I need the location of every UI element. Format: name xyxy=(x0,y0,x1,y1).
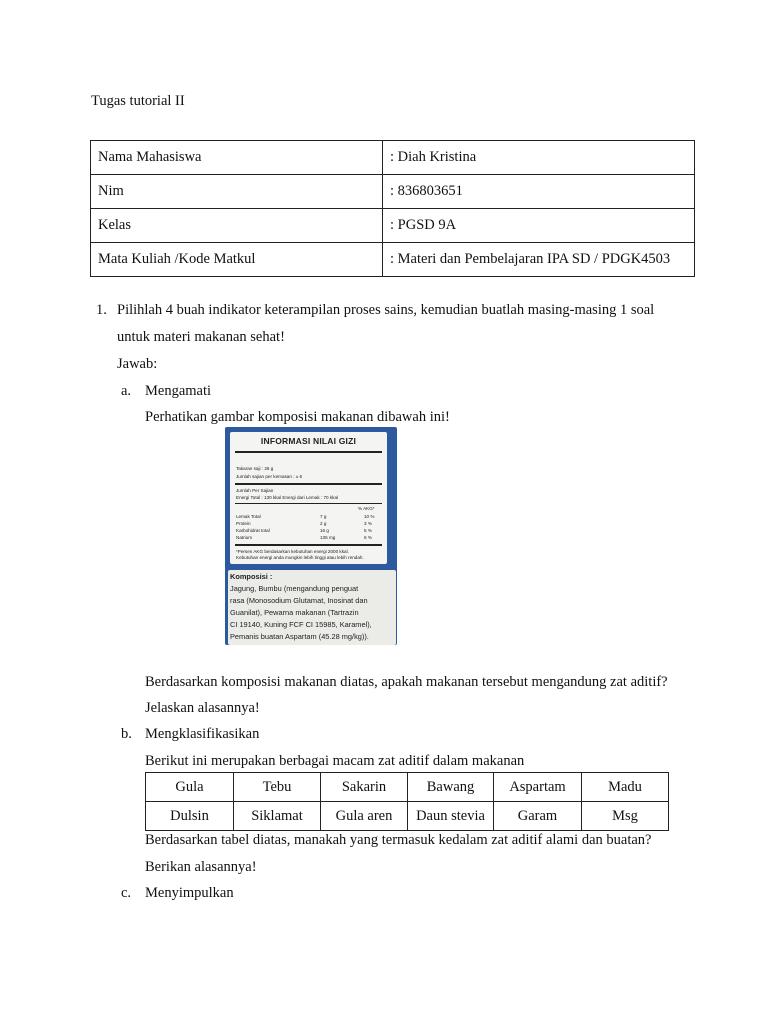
item-question-b-line1: Berdasarkan tabel diatas, manakah yang termasuk kedalam zat aditif alami dan buatan? xyxy=(145,832,652,848)
table-cell: Sakarin xyxy=(321,773,408,802)
divider xyxy=(235,544,382,546)
nutrient-pct: 5 % xyxy=(364,528,372,533)
table-row xyxy=(146,802,669,831)
table-cell: Gula xyxy=(146,773,234,802)
nutrition-label-photo xyxy=(225,427,397,645)
info-value: : 836803651 xyxy=(383,175,695,209)
item-question-a-line2: Jelaskan alasannya! xyxy=(145,700,260,716)
table-row xyxy=(91,175,695,209)
table-cell: Madu xyxy=(582,773,669,802)
akg-header: % AKG* xyxy=(358,506,375,511)
composition-line: rasa (Monosodium Glutamat, Inosinat dan xyxy=(230,596,368,605)
composition-line: Guanilat), Pewarna makanan (Tartrazin xyxy=(230,608,359,617)
info-value: : Diah Kristina xyxy=(383,141,695,175)
serving-size: Takaran saji : 26 g xyxy=(236,466,274,471)
composition-line: Pemanis buatan Aspartam (45.28 mg/kg)). xyxy=(230,632,369,641)
item-heading-c: Menyimpulkan xyxy=(145,885,234,901)
table-cell: Dulsin xyxy=(146,802,234,831)
nutrient-pct: 3 % xyxy=(364,521,372,526)
composition-panel xyxy=(228,570,396,645)
footnote: Kebutuhan energi anda mungkin lebih tinggi atau lebih rendah. xyxy=(236,555,364,560)
item-marker-c: c. xyxy=(121,885,132,901)
question-text-line2: untuk materi makanan sehat! xyxy=(117,329,285,345)
question-number: 1. xyxy=(96,302,107,318)
nutrient-name: Natrium xyxy=(236,535,253,540)
nutrient-amount: 135 mg xyxy=(320,535,336,540)
info-label: Mata Kuliah /Kode Matkul xyxy=(91,243,383,277)
info-label: Nim xyxy=(91,175,383,209)
table-cell: Aspartam xyxy=(494,773,582,802)
table-cell: Daun stevia xyxy=(408,802,494,831)
item-question-a-line1: Berdasarkan komposisi makanan diatas, apakah makanan tersebut mengandung zat aditif? xyxy=(145,674,668,690)
servings-per-pack: Jumlah sajian per kemasan : ± 6 xyxy=(236,474,303,479)
additive-table xyxy=(145,772,669,831)
nutrient-pct: 6 % xyxy=(364,535,372,540)
footnote: *Persen AKG berdasarkan kebutuhan energi 2000 kkal. xyxy=(236,549,349,554)
item-heading-a: Mengamati xyxy=(145,383,212,399)
info-label: Nama Mahasiswa xyxy=(91,141,383,175)
item-marker-a: a. xyxy=(121,383,132,399)
composition-line: CI 19140, Kuning FCF CI 15985, Karamel), xyxy=(230,620,372,629)
nutrient-name: Karbohidrat total xyxy=(236,528,270,533)
item-intro-b: Berikut ini merupakan berbagai macam zat aditif dalam makanan xyxy=(145,753,525,769)
nutrition-facts-panel xyxy=(230,432,387,564)
info-value: : Materi dan Pembelajaran IPA SD / PDGK4503 xyxy=(383,243,695,277)
nutrient-amount: 16 g xyxy=(320,528,329,533)
table-cell: Msg xyxy=(582,802,669,831)
table-row xyxy=(146,773,669,802)
nutrition-title: INFORMASI NILAI GIZI xyxy=(260,436,357,446)
table-cell: Gula aren xyxy=(321,802,408,831)
table-cell: Bawang xyxy=(408,773,494,802)
per-serving-label: Jumlah Per Sajian xyxy=(236,488,274,493)
table-cell: Tebu xyxy=(234,773,321,802)
divider xyxy=(235,483,382,485)
info-value: : PGSD 9A xyxy=(383,209,695,243)
composition-line: Jagung, Bumbu (mengandung penguat xyxy=(230,584,359,593)
nutrient-name: Lemak Total xyxy=(236,514,261,519)
question-text-line1: Pilihlah 4 buah indikator keterampilan proses sains, kemudian buatlah masing-masing 1 soal xyxy=(117,302,655,318)
table-cell: Garam xyxy=(494,802,582,831)
table-cell: Siklamat xyxy=(234,802,321,831)
composition-heading: Komposisi : xyxy=(230,572,273,581)
table-row xyxy=(91,141,695,175)
item-question-b-line2: Berikan alasannya! xyxy=(145,859,257,875)
energy-line: Energi Total : 130 kkal Energi dari Lemak : 70 kkal xyxy=(236,495,339,500)
nutrient-amount: 7 g xyxy=(320,514,327,519)
item-instruction-a: Perhatikan gambar komposisi makanan dibawah ini! xyxy=(145,409,450,425)
answer-label: Jawab: xyxy=(117,356,158,372)
item-marker-b: b. xyxy=(121,726,132,742)
document-title: Tugas tutorial II xyxy=(91,93,185,109)
divider xyxy=(235,451,382,453)
divider xyxy=(235,503,382,504)
student-info-table xyxy=(90,140,695,277)
item-heading-b: Mengklasifikasikan xyxy=(145,726,260,742)
nutrient-amount: 2 g xyxy=(320,521,327,526)
info-label: Kelas xyxy=(91,209,383,243)
table-row xyxy=(91,209,695,243)
table-row xyxy=(91,243,695,277)
nutrient-name: Protein xyxy=(236,521,251,526)
nutrient-pct: 10 % xyxy=(364,514,375,519)
